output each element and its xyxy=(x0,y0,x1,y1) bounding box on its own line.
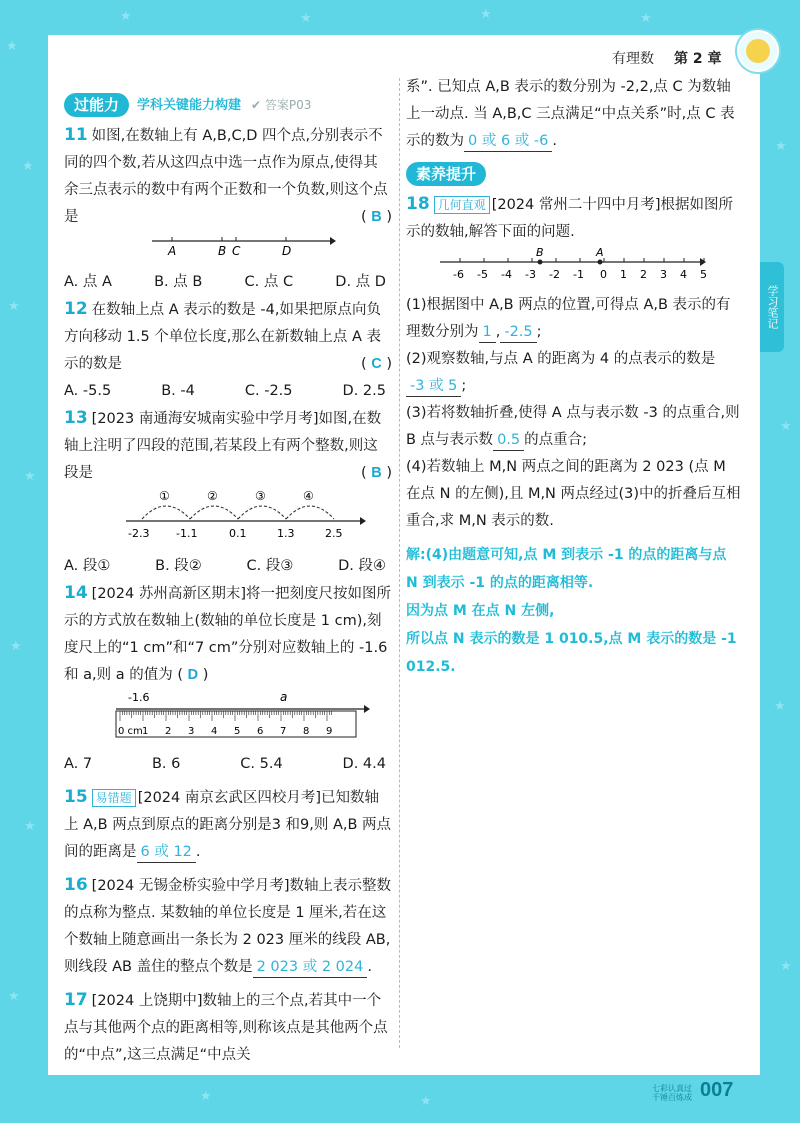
section-subtitle: 学科关键能力构建 xyxy=(137,97,242,113)
tick-label: 4 xyxy=(680,268,687,281)
point-a-label: A xyxy=(596,246,604,259)
option-d[interactable]: D. 段④ xyxy=(338,558,386,574)
mascot-logo-icon xyxy=(737,30,779,72)
tick-label: 1 xyxy=(620,268,627,281)
star-icon: ★ xyxy=(6,39,18,54)
ruler-num: 8 xyxy=(303,726,310,737)
q18-part4: (4)若数轴上 M,N 两点之间的距离为 2 023 (点 M 在点 N 的左侧),且 M,N 两点经过(3)中的折叠后互相重合,求 M,N 表示的数. xyxy=(406,459,741,529)
chapter-title: 有理数 xyxy=(612,51,654,67)
ruler-figure xyxy=(64,689,392,741)
tick-label: 2.5 xyxy=(325,527,343,540)
answer-blank[interactable]: -2.5 xyxy=(500,322,536,343)
option-c[interactable]: C. 点 C xyxy=(244,274,294,290)
answer-reference: ✔ 答案P03 xyxy=(251,97,312,112)
options xyxy=(64,553,392,580)
side-notes-tab[interactable]: 学习笔记 xyxy=(760,262,784,352)
ruler-num: 3 xyxy=(188,726,195,737)
option-d[interactable]: D. 4.4 xyxy=(342,756,386,772)
point-a-dot xyxy=(598,260,603,265)
tick-label: -2.3 xyxy=(128,527,150,540)
axis-point-b xyxy=(218,237,226,258)
question-16: 16 [2024 无锡金桥实验中学月考]数轴上表示整数的点称为整点. 某数轴的单位长度是 1 厘米,若在这个数轴上随意画出一条长为 2 023 厘米的线段 AB,则线段 AB 盖住的整点个数是 2 023 或 2 024 . xyxy=(64,872,392,981)
option-a[interactable]: A. 点 A xyxy=(64,274,112,290)
page-number: 007 xyxy=(700,1079,734,1101)
q18-part1: (1)根据图中 A,B 两点的位置,可得点 A,B 表示的有理数分别为 1 , -2.5 ; xyxy=(406,292,742,346)
answer-blank[interactable]: 1 xyxy=(479,322,496,343)
option-b[interactable]: B. 点 B xyxy=(154,274,203,290)
section-pill: 素养提升 xyxy=(406,162,486,186)
options xyxy=(64,269,392,296)
tick-label: -3 xyxy=(525,268,536,281)
tick-label: 0.1 xyxy=(229,527,247,540)
options xyxy=(64,751,392,778)
star-icon: ★ xyxy=(200,1089,212,1104)
star-icon: ★ xyxy=(8,989,20,1004)
option-b[interactable]: B. -4 xyxy=(161,383,195,399)
question-11: 11 如图,在数轴上有 A,B,C,D 四个点,分别表示不同的四个数,若从这四点中选一点作为原点,使得其余三点表示的数中有两个正数和一个负数,则这个点是 ( B ) A B C D A. 点 A B. 点 B C. 点 C D. 点 D xyxy=(64,122,392,296)
star-icon: ★ xyxy=(775,139,787,154)
question-15: 15 易错题 [2024 南京玄武区四校月考]已知数轴上 A,B 两点到原点的距离分别是3 和9,则 A,B 两点间的距离是 6 或 12 . xyxy=(64,784,392,866)
right-column xyxy=(406,74,742,681)
option-d[interactable]: D. 点 D xyxy=(335,274,386,290)
tick-label: 5 xyxy=(700,268,707,281)
answer-blank[interactable]: 0.5 xyxy=(493,430,524,451)
point-b-label: B xyxy=(536,246,544,259)
star-icon: ★ xyxy=(480,7,492,22)
ruler-num: 1 xyxy=(142,726,149,737)
answer: D xyxy=(187,667,199,683)
options xyxy=(64,378,392,405)
option-a[interactable]: A. -5.5 xyxy=(64,383,112,399)
tick-label: 2 xyxy=(640,268,647,281)
question-17-continued: 系”. 已知点 A,B 表示的数分别为 -2,2,点 C 为数轴上一动点. 当 A,B,C 三点满足“中点关系”时,点 C 表示的数为 0 或 6 或 -6 . xyxy=(406,74,742,155)
chapter-number: 第 2 章 xyxy=(674,51,722,67)
tick-label: -2 xyxy=(549,268,560,281)
svg-text:D: D xyxy=(282,244,292,258)
option-a[interactable]: A. 7 xyxy=(64,756,93,772)
q18-part2: (2)观察数轴,与点 A 的距离为 4 的点表示的数是-3 或 5 ; xyxy=(406,346,742,400)
tick-label: -5 xyxy=(477,268,488,281)
star-icon: ★ xyxy=(24,819,36,834)
number-line-figure xyxy=(64,231,392,259)
tick-label: 1.3 xyxy=(277,527,295,540)
option-c[interactable]: C. 段③ xyxy=(246,558,294,574)
answer-blank[interactable]: 6 或 12 xyxy=(137,842,196,863)
segment-4-label: ④ xyxy=(303,489,314,503)
question-14: 14 [2024 苏州高新区期末]将一把刻度尺按如图所示的方式放在数轴上(数轴的单位长度是 1 cm),刻度尺上的“1 cm”和“7 cm”分别对应数轴上的 -1.6 和 a,则 a 的值为 ( D ) -1.6 a 0 cm 1 2 3 4 5 6 7 8 9 A. 7 B. 6 C. 5.4 D. 4.4 xyxy=(64,580,392,778)
star-icon: ★ xyxy=(780,959,792,974)
question-13: 13 [2023 南通海安城南实验中学月考]如图,在数轴上注明了四段的范围,若某段上有两个整数,则这段是 ( B ) ① ② ③ ④ -2.3 -1.1 0.1 1.3 2.5 A. 段① B. 段② C. 段③ D. 段④ xyxy=(64,405,392,580)
option-a[interactable]: A. 段① xyxy=(64,558,111,574)
axis-point-d xyxy=(282,237,291,258)
star-icon: ★ xyxy=(774,699,786,714)
ruler-num: 9 xyxy=(326,726,333,737)
tick-label: -6 xyxy=(453,268,464,281)
option-b[interactable]: B. 6 xyxy=(151,756,181,772)
ruler-num: 0 cm xyxy=(118,726,143,737)
tick-label: 3 xyxy=(660,268,667,281)
star-icon: ★ xyxy=(640,11,652,26)
svg-text:A: A xyxy=(168,244,177,258)
solution-line: 因为点 M 在点 N 左侧, xyxy=(406,603,555,619)
page-header xyxy=(612,48,722,68)
answer: B xyxy=(371,465,382,481)
answer: B xyxy=(371,209,382,225)
answer-blank[interactable]: 2 023 或 2 024 xyxy=(253,957,368,978)
ruler-top-label: a xyxy=(280,690,288,704)
answer: C xyxy=(371,356,382,372)
point-b-dot xyxy=(538,260,543,265)
segment-1-label: ① xyxy=(159,489,170,503)
left-column xyxy=(64,92,392,1069)
ruler-num: 6 xyxy=(257,726,264,737)
ruler-num: 4 xyxy=(211,726,218,737)
section-heading xyxy=(64,92,392,118)
svg-text:B: B xyxy=(218,244,227,258)
q18-number-line xyxy=(406,246,742,282)
segment-3-label: ③ xyxy=(255,489,266,503)
tick-label: 0 xyxy=(600,268,607,281)
solution-line: 解:(4)由题意可知,点 M 到表示 -1 的点的距离与点 N 到表示 -1 的点的距离相等. xyxy=(406,547,727,591)
star-icon: ★ xyxy=(8,299,20,314)
ruler-num: 2 xyxy=(165,726,172,737)
ruler-num: 5 xyxy=(234,726,241,737)
star-icon: ★ xyxy=(300,11,312,26)
tick-label: -1.1 xyxy=(176,527,198,540)
answer-blank[interactable]: -3 或 5 xyxy=(406,376,461,397)
question-18: 18 几何直观 [2024 常州二十四中月考]根据如图所示的数轴,解答下面的问题. B A -6 -5 -4 -3 -2 -1 0 1 2 3 4 5 (1)根据图中 A,B 两点的位置,可得点 A,B 表示的有理数分别为 1 , -2.5 ; (2)观察数轴,与点 A 的距离为 4 的点表示的数是-3 或 5 ; (3)若将数轴折叠,使得 A 点与表示数 -3 的点重合,则 B 点与表示数 0.5 的点重合; (4)若数轴上 M,N 两点之间的距离为 2 023 (点 M 在点 N 的左侧),且 M,N 两点经过(3)中的折叠后互相重合,求 M,N 表示的数. 解:(4)由题意可知,点 M 到表示 -1 的点的距离与点 N 到表示 -1 的点的距离相等. 因为点 M 在点 N 左侧, 所以点 N 表示的数是 1 010.5,点 M 表示的数是 -1 012.5. xyxy=(406,191,742,681)
error-prone-tag: 易错题 xyxy=(92,789,136,807)
star-icon: ★ xyxy=(10,639,22,654)
footer-slogan: 七彩认真过 千锤百炼成 xyxy=(652,1084,692,1102)
ruler-num: 7 xyxy=(280,726,287,737)
solution xyxy=(406,541,742,681)
section-pill: 过能力 xyxy=(64,93,129,117)
axis-point-c xyxy=(232,237,241,258)
solution-line: 所以点 N 表示的数是 1 010.5,点 M 表示的数是 -1 012.5. xyxy=(406,631,737,675)
star-icon: ★ xyxy=(120,9,132,24)
star-icon: ★ xyxy=(780,419,792,434)
page-footer xyxy=(652,1078,762,1108)
question-12: 12 在数轴上点 A 表示的数是 -4,如果把原点向负方向移动 1.5 个单位长度,那么在新数轴上点 A 表示的数是 ( C ) A. -5.5 B. -4 C. -2.5 D. 2.5 xyxy=(64,296,392,405)
option-b[interactable]: B. 段② xyxy=(155,558,202,574)
segment-number-line-figure xyxy=(64,487,392,543)
option-c[interactable]: C. -2.5 xyxy=(244,383,293,399)
geometry-intuition-tag: 几何直观 xyxy=(434,196,490,214)
star-icon: ★ xyxy=(420,1094,432,1109)
answer-blank[interactable]: 0 或 6 或 -6 xyxy=(464,131,552,152)
svg-text:C: C xyxy=(232,244,241,258)
segment-2-label: ② xyxy=(207,489,218,503)
star-icon: ★ xyxy=(24,469,36,484)
question-17-start: 17 [2024 上饶期中]数轴上的三个点,若其中一个点与其他两个点的距离相等,则称该点是其他两个点的“中点”,这三点满足“中点关 xyxy=(64,990,388,1063)
ruler-top-label: -1.6 xyxy=(128,691,150,704)
column-divider xyxy=(399,78,400,1048)
axis-point-a xyxy=(167,237,176,258)
option-c[interactable]: C. 5.4 xyxy=(240,756,283,772)
star-icon: ★ xyxy=(22,159,34,174)
option-d[interactable]: D. 2.5 xyxy=(342,383,386,399)
q18-part3: (3)若将数轴折叠,使得 A 点与表示数 -3 的点重合,则 B 点与表示数 0.5 的点重合; xyxy=(406,400,742,454)
tick-label: -1 xyxy=(573,268,584,281)
section-heading xyxy=(406,161,742,187)
tick-label: -4 xyxy=(501,268,512,281)
